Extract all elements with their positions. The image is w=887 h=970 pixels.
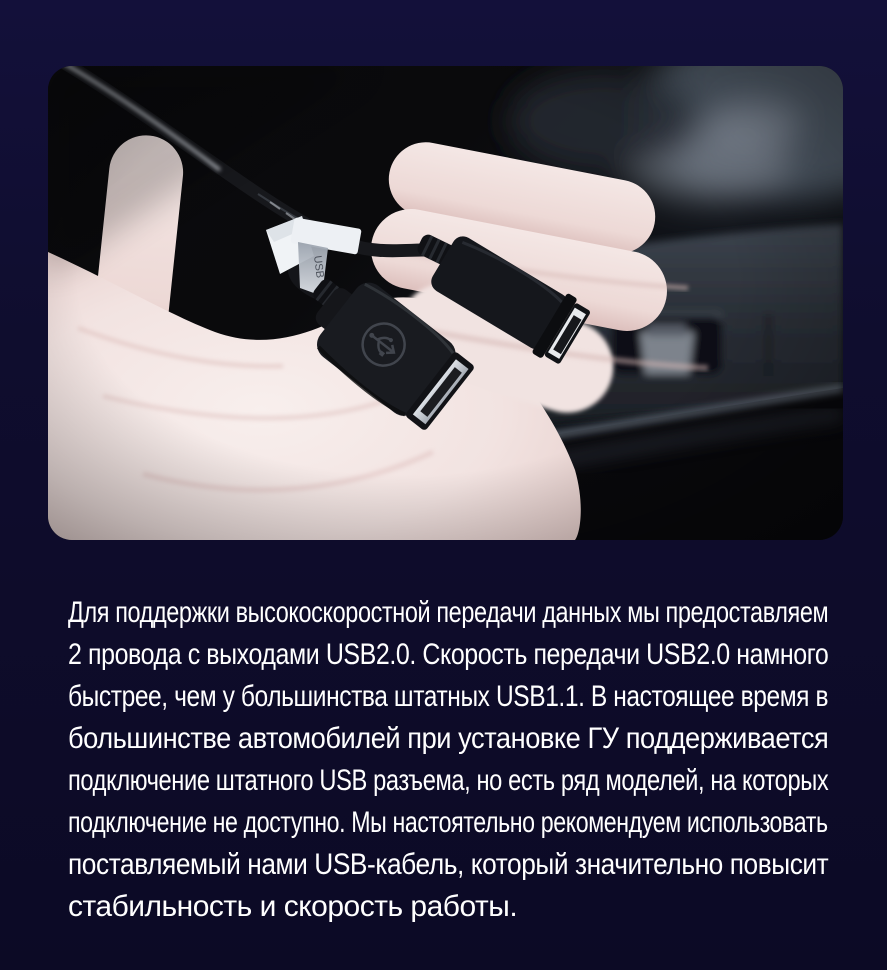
description-line: подключение не доступно. Мы настоятельно рекомендуем использовать bbox=[68, 806, 828, 839]
description-line: Для поддержки высокоскоростной передачи данных мы предоставляем bbox=[68, 596, 829, 629]
description-line: 2 провода с выходами USB2.0. Скорость передачи USB2.0 намного bbox=[68, 638, 829, 671]
product-photo bbox=[48, 66, 843, 540]
description-text bbox=[68, 592, 828, 928]
photo-illustration bbox=[48, 66, 843, 540]
description-line: большинстве автомобилей при установке ГУ поддерживается bbox=[68, 722, 829, 755]
description-line: стабильность и скорость работы. bbox=[68, 890, 518, 923]
description-line: поставляемый нами USB-кабель, который значительно повысит bbox=[68, 848, 829, 881]
description-line: подключение штатного USB разъема, но есть ряд моделей, на которых bbox=[68, 764, 829, 797]
description-line: быстрее, чем у большинства штатных USB1.1. В настоящее время в bbox=[68, 680, 829, 713]
